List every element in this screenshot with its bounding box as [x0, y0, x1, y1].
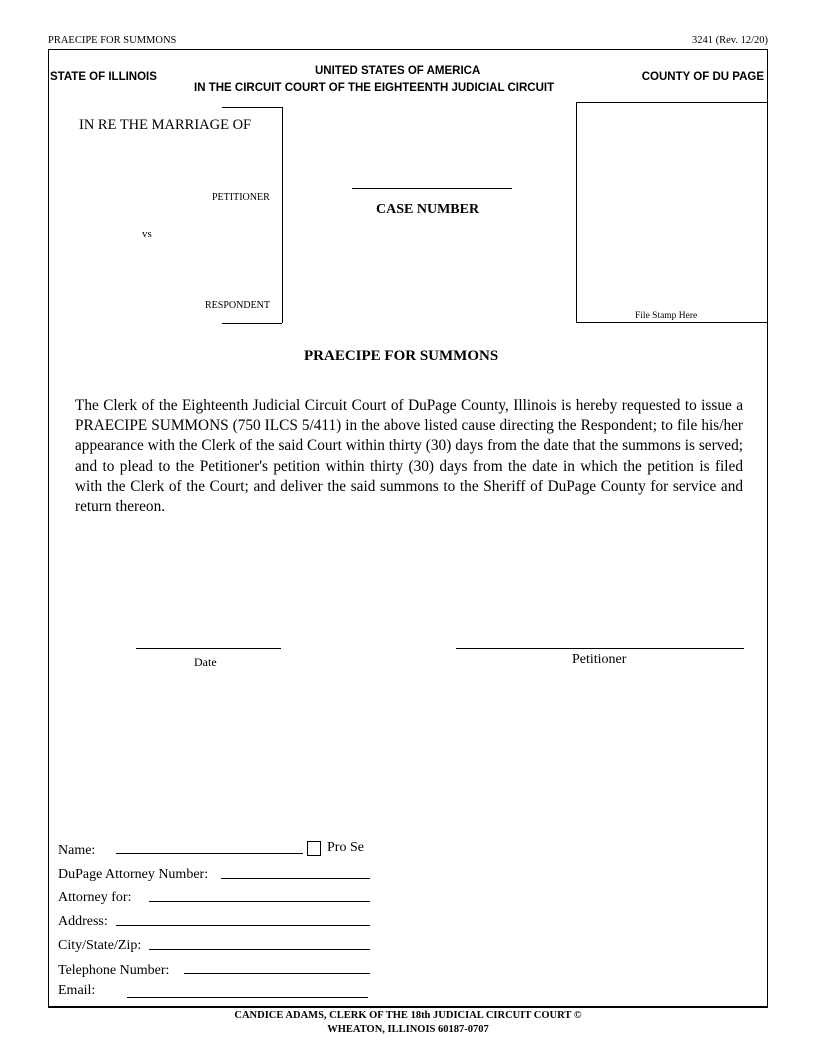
- attorney-number-field[interactable]: [221, 878, 370, 879]
- name-field[interactable]: [116, 853, 303, 854]
- form-title-header: PRAECIPE FOR SUMMONS: [48, 35, 177, 46]
- attorney-for-label: Attorney for:: [58, 890, 132, 905]
- attorney-for-field[interactable]: [149, 901, 370, 902]
- circuit-label: IN THE CIRCUIT COURT OF THE EIGHTEENTH JUDICIAL CIRCUIT: [194, 82, 555, 94]
- caption-line: [222, 323, 282, 324]
- address-field[interactable]: [116, 925, 370, 926]
- telephone-field[interactable]: [184, 973, 370, 974]
- body-paragraph: The Clerk of the Eighteenth Judicial Circuit Court of DuPage County, Illinois is hereby requested to issue a PRAECIPE SUMMONS (750 ILCS 5/411) in the above listed cause directing the Respondent; to file his/her appearance with the Clerk of the said Court within thirty (30) days from the date that the summons is served; and to plead to the Petitioner's petition within thirty (30) days from the date in which the petition is filed with the Clerk of the Court; and deliver the said summons to the Sheriff of DuPage County for service and return thereon.: [75, 397, 743, 516]
- email-label: Email:: [58, 983, 96, 998]
- county-label: COUNTY OF DU PAGE: [641, 71, 764, 83]
- country-label: UNITED STATES OF AMERICA: [315, 65, 481, 77]
- date-label: Date: [194, 655, 217, 669]
- pro-se-checkbox[interactable]: [307, 841, 321, 856]
- file-stamp-box: [576, 102, 768, 323]
- footer-clerk: CANDICE ADAMS, CLERK OF THE 18th JUDICIAL CIRCUIT COURT ©: [234, 1010, 582, 1021]
- date-field[interactable]: [136, 648, 281, 649]
- email-field[interactable]: [127, 997, 368, 998]
- city-field[interactable]: [149, 949, 370, 950]
- form-number: 3241 (Rev. 12/20): [691, 35, 768, 46]
- file-stamp-label: File Stamp Here: [635, 311, 698, 321]
- in-re-label: IN RE THE MARRIAGE OF: [79, 117, 252, 133]
- name-label: Name:: [58, 843, 96, 858]
- state-label: STATE OF ILLINOIS: [50, 71, 157, 83]
- footer-address: WHEATON, ILLINOIS 60187-0707: [327, 1024, 489, 1035]
- caption-line: [282, 107, 283, 323]
- vs-label: vs: [142, 228, 152, 240]
- case-number-label: CASE NUMBER: [376, 202, 480, 217]
- case-number-field[interactable]: [352, 188, 512, 189]
- attorney-number-label: DuPage Attorney Number:: [58, 867, 209, 882]
- telephone-label: Telephone Number:: [58, 963, 170, 978]
- pro-se-label: Pro Se: [327, 840, 364, 855]
- city-label: City/State/Zip:: [58, 938, 142, 953]
- caption-line: [222, 107, 282, 108]
- petitioner-signature-label: Petitioner: [572, 652, 627, 667]
- document-title: PRAECIPE FOR SUMMONS: [304, 348, 499, 364]
- petitioner-signature-field[interactable]: [456, 648, 744, 649]
- respondent-label: RESPONDENT: [205, 300, 271, 311]
- address-label: Address:: [58, 914, 108, 929]
- petitioner-label: PETITIONER: [212, 192, 270, 203]
